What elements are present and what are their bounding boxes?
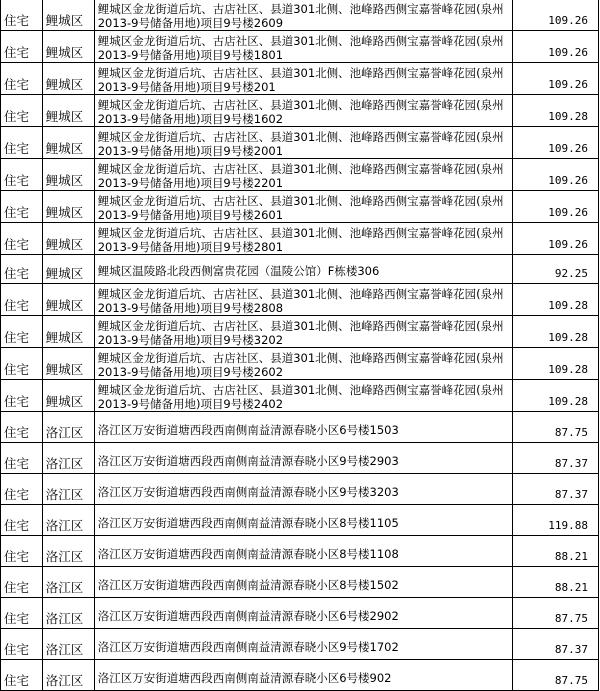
district-cell: 洛江区: [42, 474, 94, 505]
property-type-cell: 住宅: [1, 159, 43, 191]
area-cell: 109.26: [513, 0, 599, 31]
property-type-cell: 住宅: [1, 0, 43, 31]
table-row: [1, 63, 599, 95]
district-cell: 鲤城区: [42, 316, 94, 348]
area-cell: 87.75: [513, 412, 599, 443]
property-type-cell: 住宅: [1, 191, 43, 223]
table-row: [1, 284, 599, 316]
table-row: [1, 223, 599, 255]
property-type-cell: 住宅: [1, 255, 43, 284]
address-cell: 洛江区万安街道塘西段西南侧南益清源春晓小区8号楼1502: [94, 567, 513, 598]
area-cell: 87.37: [513, 443, 599, 474]
property-type-cell: 住宅: [1, 316, 43, 348]
property-type-cell: 住宅: [1, 443, 43, 474]
area-cell: 109.28: [513, 284, 599, 316]
district-cell: 鲤城区: [42, 191, 94, 223]
property-type-cell: 住宅: [1, 31, 43, 63]
property-type-cell: 住宅: [1, 223, 43, 255]
property-type-cell: 住宅: [1, 660, 43, 691]
district-cell: 鲤城区: [42, 63, 94, 95]
table-row: [1, 316, 599, 348]
table-row: [1, 348, 599, 380]
district-cell: 洛江区: [42, 660, 94, 691]
address-cell: 鲤城区金龙街道后坑、古店社区、县道301北侧、池峰路西侧宝嘉誉峰花园(泉州2013-9号储备用地)项目9号楼2602: [94, 348, 513, 380]
property-type-cell: 住宅: [1, 380, 43, 412]
address-cell: 鲤城区金龙街道后坑、古店社区、县道301北侧、池峰路西侧宝嘉誉峰花园(泉州2013-9号储备用地)项目9号楼201: [94, 63, 513, 95]
property-type-cell: 住宅: [1, 536, 43, 567]
property-type-cell: 住宅: [1, 598, 43, 629]
area-cell: 88.21: [513, 536, 599, 567]
address-cell: 鲤城区金龙街道后坑、古店社区、县道301北侧、池峰路西侧宝嘉誉峰花园(泉州2013-9号储备用地)项目9号楼2801: [94, 223, 513, 255]
address-cell: 鲤城区金龙街道后坑、古店社区、县道301北侧、池峰路西侧宝嘉誉峰花园(泉州2013-9号储备用地)项目9号楼2001: [94, 127, 513, 159]
district-cell: 鲤城区: [42, 159, 94, 191]
address-cell: 鲤城区金龙街道后坑、古店社区、县道301北侧、池峰路西侧宝嘉誉峰花园(泉州2013-9号储备用地)项目9号楼2601: [94, 191, 513, 223]
table-row: [1, 629, 599, 660]
address-cell: 洛江区万安街道塘西段西南侧南益清源春晓小区8号楼1108: [94, 536, 513, 567]
area-cell: 109.26: [513, 63, 599, 95]
address-cell: 鲤城区金龙街道后坑、古店社区、县道301北侧、池峰路西侧宝嘉誉峰花园(泉州2013-9号储备用地)项目9号楼2201: [94, 159, 513, 191]
property-type-cell: 住宅: [1, 567, 43, 598]
table-row: [1, 536, 599, 567]
area-cell: 109.26: [513, 223, 599, 255]
table-row: [1, 505, 599, 536]
property-type-cell: 住宅: [1, 284, 43, 316]
address-cell: 鲤城区金龙街道后坑、古店社区、县道301北侧、池峰路西侧宝嘉誉峰花园(泉州2013-9号储备用地)项目9号楼2402: [94, 380, 513, 412]
district-cell: 鲤城区: [42, 255, 94, 284]
area-cell: 87.37: [513, 474, 599, 505]
address-cell: 洛江区万安街道塘西段西南侧南益清源春晓小区9号楼2903: [94, 443, 513, 474]
area-cell: 109.26: [513, 159, 599, 191]
table-row: [1, 660, 599, 691]
address-cell: 洛江区万安街道塘西段西南侧南益清源春晓小区6号楼902: [94, 660, 513, 691]
district-cell: 洛江区: [42, 536, 94, 567]
table-row: [1, 443, 599, 474]
address-cell: 鲤城区金龙街道后坑、古店社区、县道301北侧、池峰路西侧宝嘉誉峰花园(泉州2013-9号储备用地)项目9号楼1602: [94, 95, 513, 127]
table-row: [1, 380, 599, 412]
district-cell: 鲤城区: [42, 127, 94, 159]
property-table-body: [1, 0, 599, 691]
area-cell: 109.28: [513, 316, 599, 348]
district-cell: 鲤城区: [42, 348, 94, 380]
district-cell: 鲤城区: [42, 0, 94, 31]
address-cell: 洛江区万安街道塘西段西南侧南益清源春晓小区8号楼1105: [94, 505, 513, 536]
address-cell: 洛江区万安街道塘西段西南侧南益清源春晓小区6号楼1503: [94, 412, 513, 443]
district-cell: 鲤城区: [42, 95, 94, 127]
address-cell: 洛江区万安街道塘西段西南侧南益清源春晓小区9号楼1702: [94, 629, 513, 660]
table-row: [1, 567, 599, 598]
table-row: [1, 474, 599, 505]
address-cell: 鲤城区金龙街道后坑、古店社区、县道301北侧、池峰路西侧宝嘉誉峰花园(泉州2013-9号储备用地)项目9号楼2609: [94, 0, 513, 31]
area-cell: 109.28: [513, 95, 599, 127]
property-type-cell: 住宅: [1, 412, 43, 443]
district-cell: 鲤城区: [42, 31, 94, 63]
table-row: [1, 412, 599, 443]
area-cell: 88.21: [513, 567, 599, 598]
property-type-cell: 住宅: [1, 95, 43, 127]
table-row: [1, 191, 599, 223]
district-cell: 洛江区: [42, 412, 94, 443]
area-cell: 109.26: [513, 191, 599, 223]
district-cell: 洛江区: [42, 443, 94, 474]
area-cell: 109.26: [513, 31, 599, 63]
address-cell: 洛江区万安街道塘西段西南侧南益清源春晓小区6号楼2902: [94, 598, 513, 629]
table-row: [1, 0, 599, 31]
area-cell: 92.25: [513, 255, 599, 284]
property-type-cell: 住宅: [1, 63, 43, 95]
table-row: [1, 95, 599, 127]
address-cell: 鲤城区温陵路北段西侧富贵花园（温陵公馆）F栋楼306: [94, 255, 513, 284]
district-cell: 鲤城区: [42, 380, 94, 412]
area-cell: 109.28: [513, 380, 599, 412]
table-row: [1, 598, 599, 629]
area-cell: 87.37: [513, 629, 599, 660]
property-type-cell: 住宅: [1, 629, 43, 660]
address-cell: 鲤城区金龙街道后坑、古店社区、县道301北侧、池峰路西侧宝嘉誉峰花园(泉州2013-9号储备用地)项目9号楼2808: [94, 284, 513, 316]
table-row: [1, 127, 599, 159]
area-cell: 119.88: [513, 505, 599, 536]
district-cell: 洛江区: [42, 505, 94, 536]
table-row: [1, 31, 599, 63]
district-cell: 鲤城区: [42, 284, 94, 316]
district-cell: 洛江区: [42, 598, 94, 629]
table-row: [1, 255, 599, 284]
address-cell: 洛江区万安街道塘西段西南侧南益清源春晓小区9号楼3203: [94, 474, 513, 505]
table-row: [1, 159, 599, 191]
area-cell: 109.28: [513, 348, 599, 380]
district-cell: 洛江区: [42, 567, 94, 598]
area-cell: 87.75: [513, 598, 599, 629]
address-cell: 鲤城区金龙街道后坑、古店社区、县道301北侧、池峰路西侧宝嘉誉峰花园(泉州2013-9号储备用地)项目9号楼3202: [94, 316, 513, 348]
district-cell: 洛江区: [42, 629, 94, 660]
property-type-cell: 住宅: [1, 127, 43, 159]
property-type-cell: 住宅: [1, 348, 43, 380]
address-cell: 鲤城区金龙街道后坑、古店社区、县道301北侧、池峰路西侧宝嘉誉峰花园(泉州2013-9号储备用地)项目9号楼1801: [94, 31, 513, 63]
district-cell: 鲤城区: [42, 223, 94, 255]
area-cell: 109.26: [513, 127, 599, 159]
property-type-cell: 住宅: [1, 474, 43, 505]
area-cell: 87.75: [513, 660, 599, 691]
property-type-cell: 住宅: [1, 505, 43, 536]
